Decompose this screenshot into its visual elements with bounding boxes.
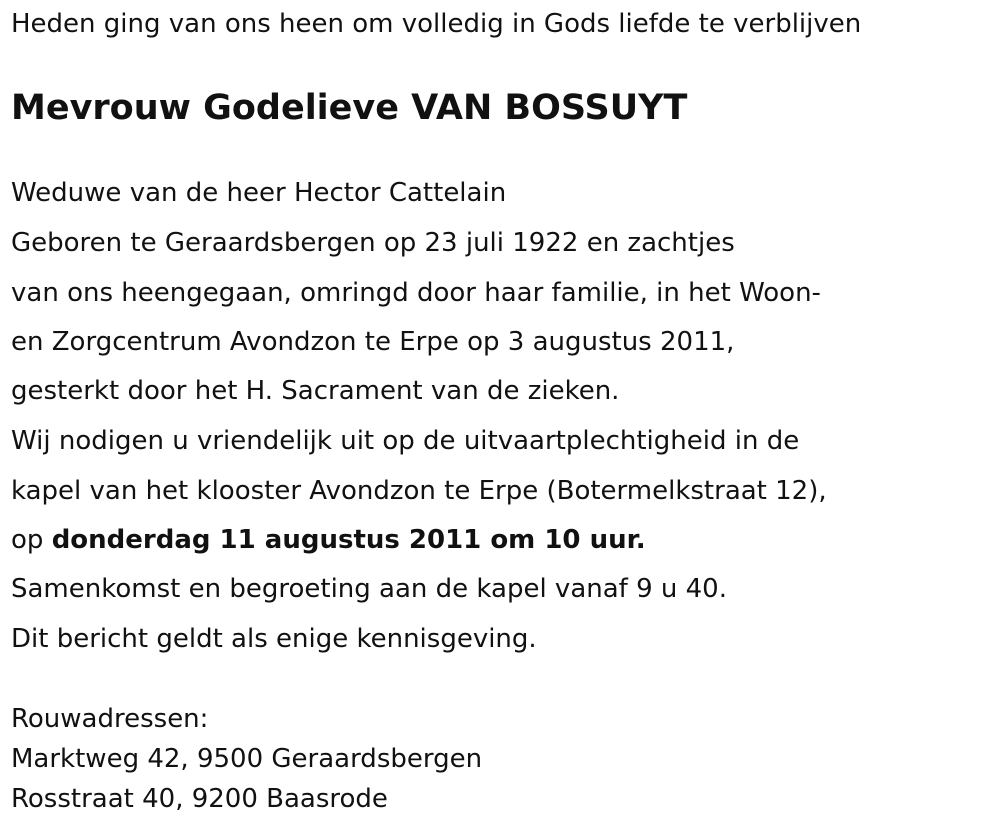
closing-line-2: Dit bericht geldt als enige kennisgeving.: [11, 624, 537, 654]
addresses-label: Rouwadressen:: [11, 704, 209, 734]
ceremony-prefix: op: [11, 525, 52, 555]
body-line-4: en Zorgcentrum Avondzon te Erpe op 3 augustus 2011,: [11, 327, 735, 357]
body-line-3: van ons heengegaan, omringd door haar familie, in het Woon-: [11, 278, 821, 308]
ceremony-date-time: donderdag 11 augustus 2011 om 10 uur.: [51, 525, 646, 555]
closing-line-1: Samenkomst en begroeting aan de kapel vanaf 9 u 40.: [11, 574, 727, 604]
intro-line: Heden ging van ons heen om volledig in Gods liefde te verblijven: [11, 9, 862, 39]
address-1: Marktweg 42, 9500 Geraardsbergen: [11, 744, 483, 774]
deceased-name: Mevrouw Godelieve VAN BOSSUYT: [11, 88, 688, 128]
address-2: Rosstraat 40, 9200 Baasrode: [11, 784, 388, 814]
body-line-2: Geboren te Geraardsbergen op 23 juli 1922 en zachtjes: [11, 228, 735, 258]
ceremony-line: [11, 525, 646, 555]
body-line-7: kapel van het klooster Avondzon te Erpe (Botermelkstraat 12),: [11, 476, 827, 506]
body-line-1: Weduwe van de heer Hector Cattelain: [11, 178, 507, 208]
body-line-6: Wij nodigen u vriendelijk uit op de uitvaartplechtigheid in de: [11, 426, 800, 456]
body-line-5: gesterkt door het H. Sacrament van de zieken.: [11, 376, 620, 406]
